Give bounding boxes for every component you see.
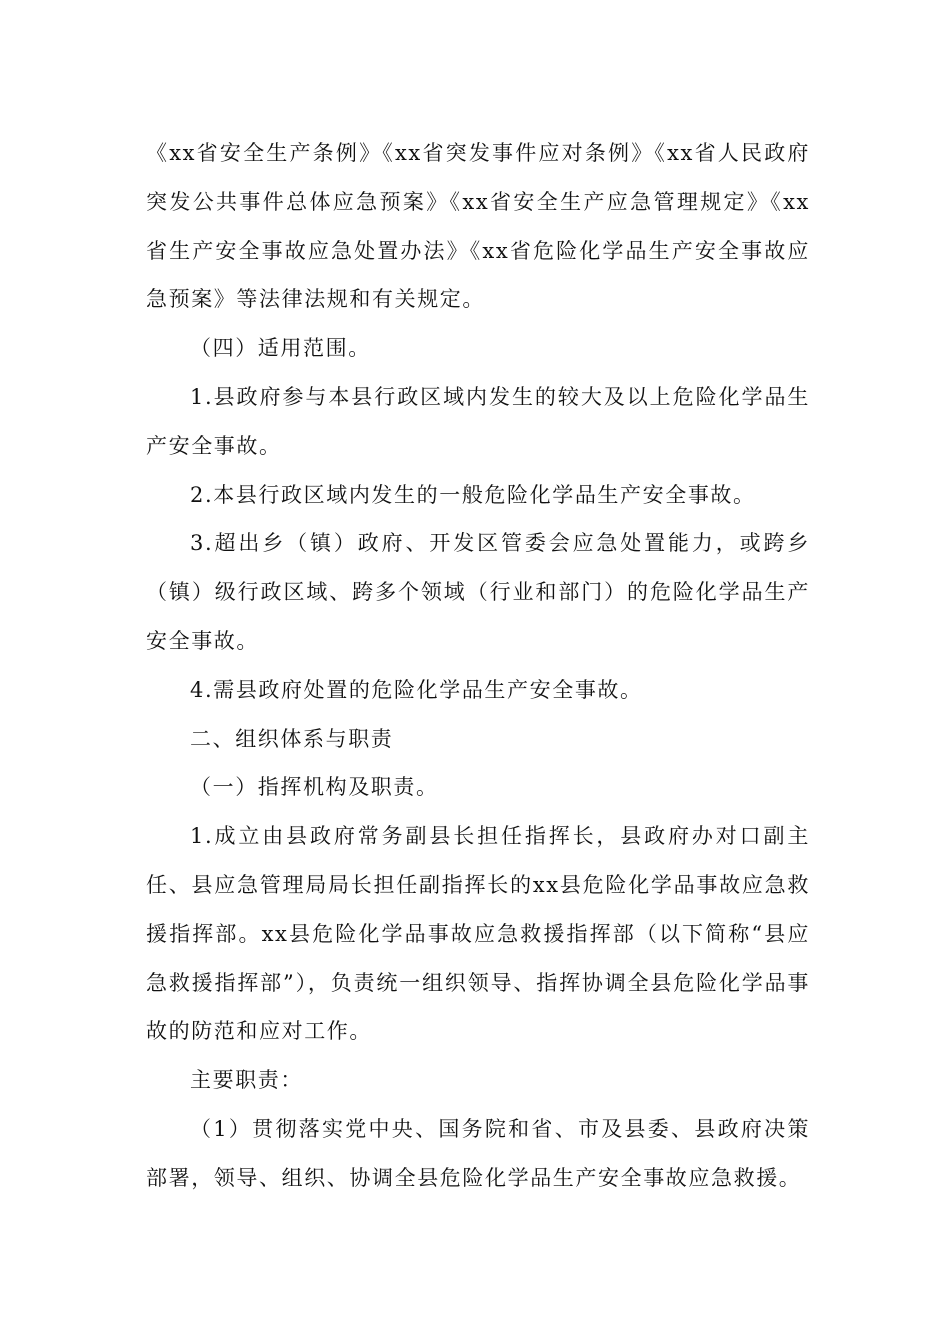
chapter-heading-organization: 二、组织体系与职责 <box>190 726 394 751</box>
main-duties-label: 主要职责： <box>190 1068 303 1093</box>
section-heading-command: （一）指挥机构及职责。 <box>190 775 439 800</box>
scope-item-4: 4.需县政府处置的危险化学品生产安全事故。 <box>190 677 643 702</box>
document-body <box>146 129 810 1203</box>
paragraph-legal-basis-continued: 《xx省安全生产条例》《xx省突发事件应对条例》《xx省人民政府突发公共事件总体应急预案》《xx省安全生产应急管理规定》《xx省生产安全事故应急处置办法》《xx省危险化学品生产安全事故应急预案》等法律法规和有关规定。 <box>146 141 810 312</box>
scope-item-3: 3.超出乡（镇）政府、开发区管委会应急处置能力，或跨乡（镇）级行政区域、跨多个领域（行业和部门）的危险化学品生产安全事故。 <box>146 531 810 653</box>
scope-item-1: 1.县政府参与本县行政区域内发生的较大及以上危险化学品生产安全事故。 <box>146 384 810 458</box>
scope-item-2: 2.本县行政区域内发生的一般危险化学品生产安全事故。 <box>190 482 756 507</box>
duty-item-1: （1）贯彻落实党中央、国务院和省、市及县委、县政府决策部署，领导、组织、协调全县危险化学品生产安全事故应急救援。 <box>146 1116 810 1190</box>
command-item-1: 1.成立由县政府常务副县长担任指挥长，县政府办对口副主任、县应急管理局局长担任副指挥长的xx县危险化学品事故应急救援指挥部。xx县危险化学品事故应急救援指挥部（以下简称“县应急救援指挥部”），负责统一组织领导、指挥协调全县危险化学品事故的防范和应对工作。 <box>146 824 810 1044</box>
section-heading-scope: （四）适用范围。 <box>190 336 371 361</box>
